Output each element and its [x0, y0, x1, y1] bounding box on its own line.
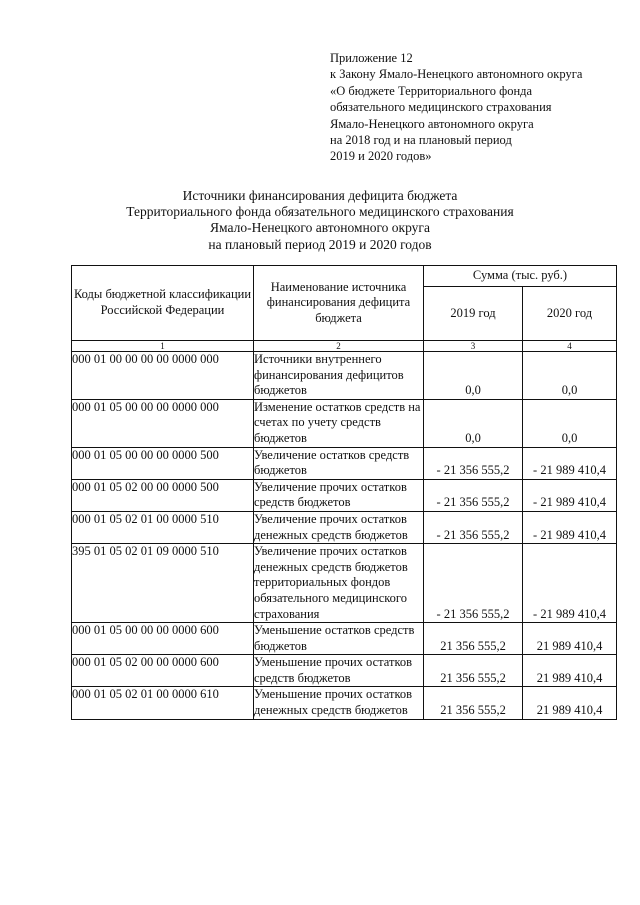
row-value-2020: 0,0: [523, 352, 617, 400]
row-name: Уменьшение прочих остатков денежных средств бюджетов: [254, 687, 424, 719]
table-row: [72, 479, 617, 511]
column-number: 2: [254, 341, 424, 352]
row-value-2019: 21 356 555,2: [424, 687, 523, 719]
table-row: [72, 623, 617, 655]
column-number: 1: [72, 341, 254, 352]
row-code: 000 01 05 02 01 00 0000 610: [72, 687, 254, 719]
row-code: 000 01 00 00 00 00 0000 000: [72, 352, 254, 400]
row-value-2020: 21 989 410,4: [523, 687, 617, 719]
header-year-2019: 2019 год: [424, 287, 523, 341]
annex-line: «О бюджете Территориального фонда: [330, 83, 533, 98]
header-year-2020: 2020 год: [523, 287, 617, 341]
annex-header: [330, 50, 630, 165]
annex-line: Приложение 12: [330, 51, 413, 65]
row-code: 000 01 05 00 00 00 0000 500: [72, 447, 254, 479]
table-row: [72, 399, 617, 447]
row-name: Увеличение прочих остатков денежных средств бюджетов: [254, 511, 424, 543]
row-value-2019: 0,0: [424, 399, 523, 447]
column-number: 4: [523, 341, 617, 352]
table-row: [72, 655, 617, 687]
row-value-2020: 0,0: [523, 399, 617, 447]
annex-line: обязательного медицинского страхования: [330, 100, 552, 115]
row-code: 000 01 05 02 00 00 0000 600: [72, 655, 254, 687]
table-row: [72, 352, 617, 400]
title-line: на плановый период 2019 и 2020 годов: [208, 236, 432, 252]
row-code: 000 01 05 02 00 00 0000 500: [72, 479, 254, 511]
annex-line: 2019 и 2020 годов»: [330, 149, 432, 164]
column-number: 3: [424, 341, 523, 352]
table-row: [72, 511, 617, 543]
title-line: Ямало-Ненецкого автономного округа: [210, 220, 430, 236]
table-row: [72, 687, 617, 719]
row-code: 000 01 05 00 00 00 0000 600: [72, 623, 254, 655]
row-name: Увеличение прочих остатков средств бюджетов: [254, 479, 424, 511]
row-value-2020: - 21 989 410,4: [523, 511, 617, 543]
annex-line: к Закону Ямало-Ненецкого автономного округа: [330, 67, 583, 82]
row-name: Увеличение остатков средств бюджетов: [254, 447, 424, 479]
table-row: [72, 447, 617, 479]
title-line: Территориального фонда обязательного медицинского страхования: [126, 204, 514, 220]
row-value-2019: - 21 356 555,2: [424, 447, 523, 479]
annex-line: Ямало-Ненецкого автономного округа: [330, 116, 534, 131]
row-code: 000 01 05 00 00 00 0000 000: [72, 399, 254, 447]
header-name: Наименование источника финансирования дефицита бюджета: [254, 266, 424, 341]
annex-line: на 2018 год и на плановый период: [330, 133, 512, 148]
row-value-2019: - 21 356 555,2: [424, 511, 523, 543]
row-value-2019: 21 356 555,2: [424, 655, 523, 687]
financing-sources-table: [71, 265, 617, 720]
row-name: Источники внутреннего финансирования дефицитов бюджетов: [254, 352, 424, 400]
row-code: 000 01 05 02 01 00 0000 510: [72, 511, 254, 543]
row-value-2020: - 21 989 410,4: [523, 447, 617, 479]
row-name: Увеличение прочих остатков денежных средств бюджетов территориальных фондов обязательного медицинского страхования: [254, 544, 424, 623]
column-numbers-row: [72, 341, 617, 352]
row-value-2019: 21 356 555,2: [424, 623, 523, 655]
header-codes: Коды бюджетной классификации Российской Федерации: [72, 266, 254, 341]
header-sum: Сумма (тыс. руб.): [424, 266, 617, 287]
row-value-2020: 21 989 410,4: [523, 623, 617, 655]
row-name: Изменение остатков средств на счетах по учету средств бюджетов: [254, 399, 424, 447]
row-name: Уменьшение прочих остатков средств бюджетов: [254, 655, 424, 687]
row-value-2020: - 21 989 410,4: [523, 544, 617, 623]
row-value-2019: 0,0: [424, 352, 523, 400]
row-name: Уменьшение остатков средств бюджетов: [254, 623, 424, 655]
row-value-2020: - 21 989 410,4: [523, 479, 617, 511]
row-code: 395 01 05 02 01 09 0000 510: [72, 544, 254, 623]
row-value-2019: - 21 356 555,2: [424, 479, 523, 511]
table-row: [72, 544, 617, 623]
title-line: Источники финансирования дефицита бюджета: [182, 188, 458, 203]
document-title: [0, 188, 640, 253]
row-value-2020: 21 989 410,4: [523, 655, 617, 687]
row-value-2019: - 21 356 555,2: [424, 544, 523, 623]
